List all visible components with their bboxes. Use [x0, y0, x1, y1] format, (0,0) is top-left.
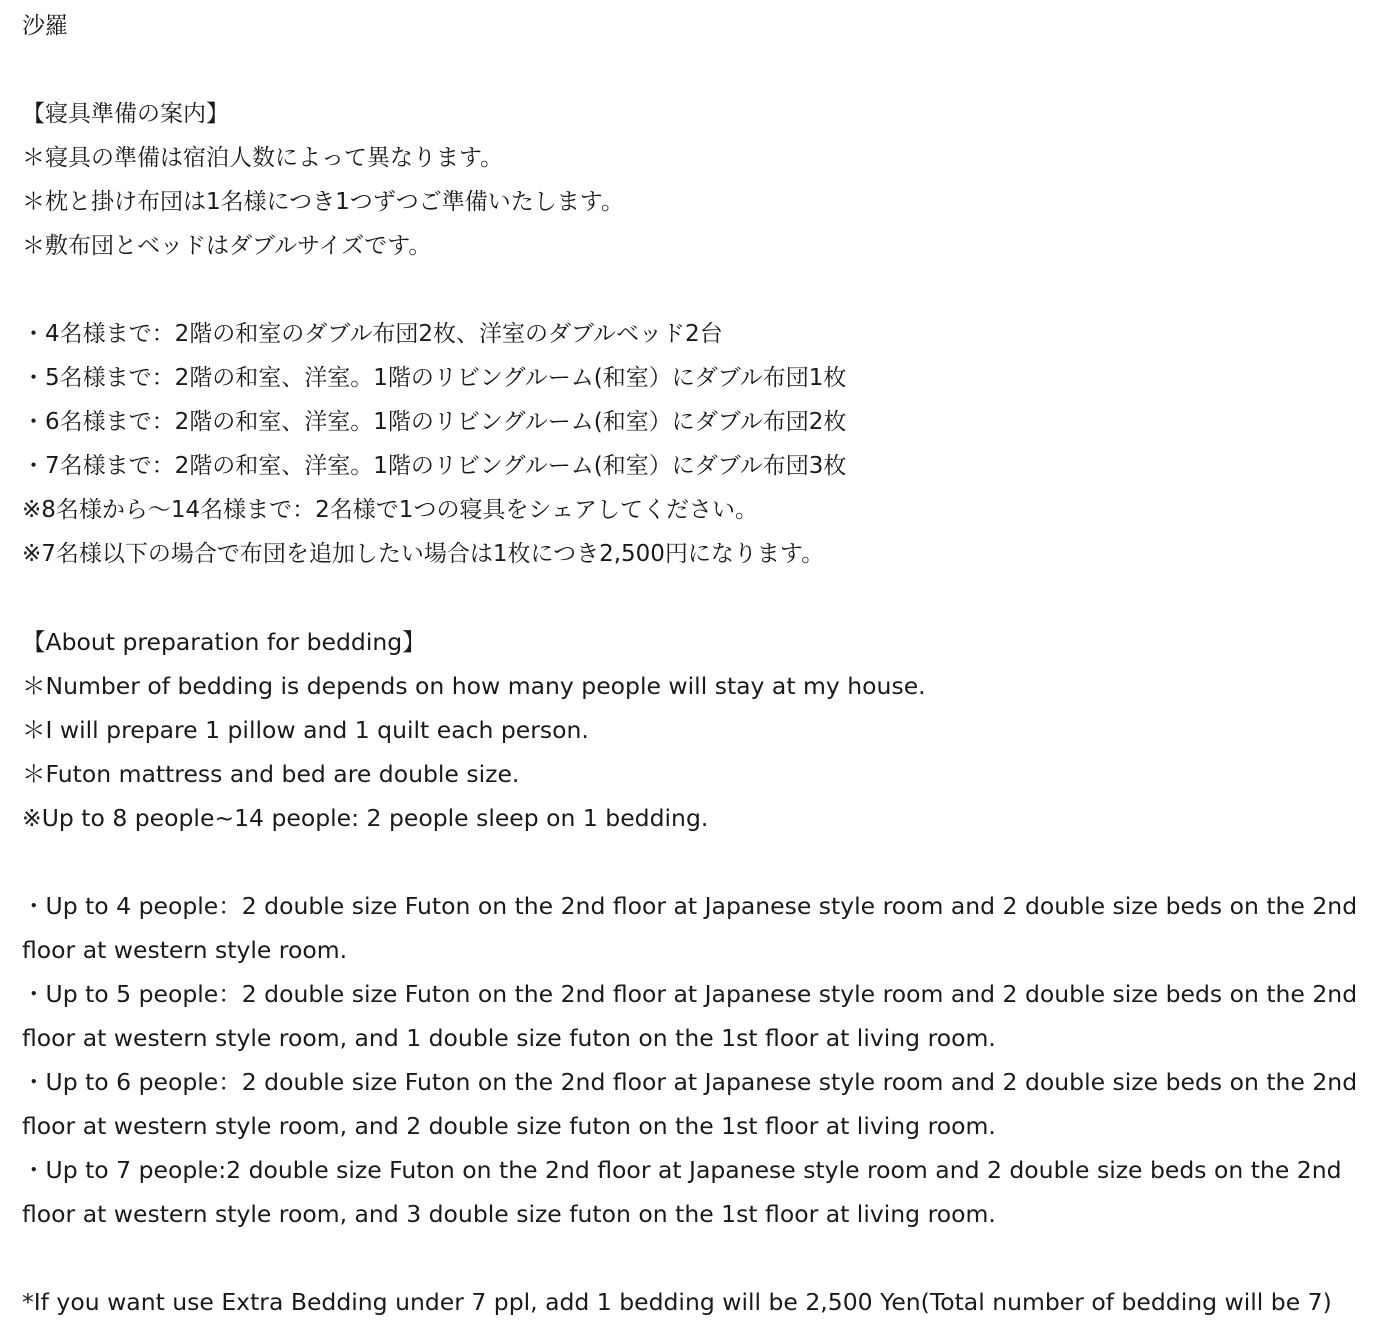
japanese-note: ＊寝具の準備は宿泊人数によって異なります。: [22, 145, 504, 171]
spacer: [22, 268, 1387, 312]
document: [22, 4, 1387, 1324]
document-title: 沙羅: [22, 13, 68, 39]
japanese-tier: ・6名様まで：2階の和室、洋室。1階のリビングルーム(和室）にダブル布団2枚: [22, 409, 847, 435]
english-note: ＊Futon mattress and bed are double size.: [22, 760, 520, 788]
english-note: ＊I will prepare 1 pillow and 1 quilt each person.: [22, 716, 589, 744]
english-note: ＊Number of bedding is depends on how many people will stay at my house.: [22, 672, 926, 700]
english-section: [22, 620, 1387, 1324]
spacer: [22, 48, 1387, 92]
spacer: [22, 576, 1387, 620]
japanese-section: [22, 92, 1387, 576]
spacer: [22, 1236, 1387, 1280]
japanese-remark: ※8名様から～14名様まで：2名様で1つの寝具をシェアしてください。: [22, 497, 758, 523]
japanese-tier: ・7名様まで：2階の和室、洋室。1階のリビングルーム(和室）にダブル布団3枚: [22, 453, 847, 479]
english-tier: ・Up to 4 people：2 double size Futon on the 2nd floor at Japanese style room and 2 double size beds on the 2nd floor at western style room.: [22, 892, 1358, 964]
japanese-tier: ・5名様まで：2階の和室、洋室。1階のリビングルーム(和室）にダブル布団1枚: [22, 365, 847, 391]
english-tier: ・Up to 5 people：2 double size Futon on the 2nd floor at Japanese style room and 2 double size beds on the 2nd floor at western style room, and 1 double size futon on the 1st floor at living room.: [22, 980, 1358, 1052]
japanese-heading: 【寝具準備の案内】: [22, 101, 229, 127]
japanese-note: ＊枕と掛け布団は1名様につき1つずつご準備いたします。: [22, 189, 624, 215]
japanese-tier: ・4名様まで：2階の和室のダブル布団2枚、洋室のダブルベッド2台: [22, 321, 723, 347]
japanese-note: ＊敷布団とベッドはダブルサイズです。: [22, 233, 432, 259]
japanese-remark: ※7名様以下の場合で布団を追加したい場合は1枚につき2,500円になります。: [22, 541, 825, 567]
english-extra-bedding-note: *If you want use Extra Bedding under 7 ppl, add 1 bedding will be 2,500 Yen(Total number of bedding will be 7): [22, 1288, 1332, 1316]
english-tier: ・Up to 6 people：2 double size Futon on the 2nd floor at Japanese style room and 2 double size beds on the 2nd floor at western style room, and 2 double size futon on the 1st floor at living room.: [22, 1068, 1358, 1140]
english-note: ※Up to 8 people~14 people: 2 people sleep on 1 bedding.: [22, 804, 709, 832]
english-heading: 【About preparation for bedding】: [22, 628, 426, 656]
spacer: [22, 840, 1387, 884]
english-tier: ・Up to 7 people:2 double size Futon on the 2nd floor at Japanese style room and 2 double size beds on the 2nd floor at western style room, and 3 double size futon on the 1st floor at living room.: [22, 1156, 1342, 1228]
